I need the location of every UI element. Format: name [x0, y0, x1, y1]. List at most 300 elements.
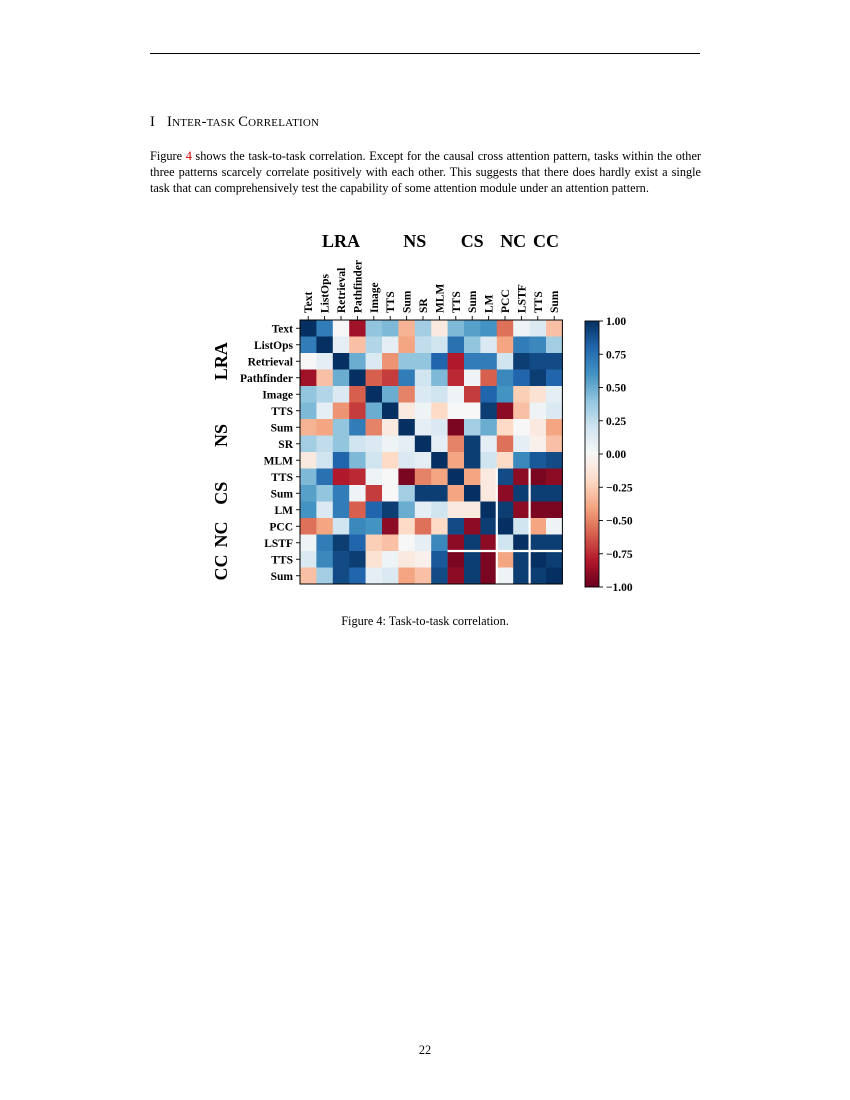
- heatmap-cell: [546, 452, 563, 469]
- heatmap-cell: [448, 518, 465, 535]
- heatmap-cell: [349, 502, 366, 519]
- heatmap-cell: [316, 320, 333, 337]
- section-title-part: C: [238, 114, 249, 130]
- heatmap-cell: [398, 320, 415, 337]
- heatmap-cell: [497, 337, 514, 354]
- heatmap-cell: [316, 337, 333, 354]
- heatmap-cell: [431, 337, 448, 354]
- heatmap-cell: [546, 353, 563, 370]
- heatmap-cell: [480, 337, 497, 354]
- heatmap-cell: [480, 403, 497, 420]
- column-label: Retrieval: [336, 267, 348, 313]
- heatmap-cell: [513, 535, 530, 552]
- heatmap-cell: [480, 551, 497, 568]
- colorbar-tick-label: 0.00: [606, 449, 627, 461]
- heatmap-cell: [349, 419, 366, 436]
- heatmap-cell: [316, 518, 333, 535]
- heatmap-cell: [415, 518, 432, 535]
- row-label: SR: [278, 438, 293, 451]
- heatmap-cell: [480, 370, 497, 387]
- heatmap-cell: [382, 551, 399, 568]
- heatmap-cell: [398, 535, 415, 552]
- group-label-top: LRA: [321, 231, 361, 251]
- figure-caption: Figure 4: Task-to-task correlation.: [341, 614, 509, 628]
- colorbar-tick-label: 0.75: [606, 349, 627, 362]
- heatmap-cell: [349, 436, 366, 453]
- row-label: Sum: [270, 488, 293, 501]
- heatmap-cell: [349, 452, 366, 469]
- heatmap-cell: [431, 386, 448, 403]
- heatmap-cell: [431, 452, 448, 469]
- heatmap-cell: [382, 485, 399, 502]
- heatmap-cell: [464, 337, 481, 354]
- heatmap-cell: [415, 386, 432, 403]
- heatmap-cell: [382, 535, 399, 552]
- heatmap-cell: [415, 419, 432, 436]
- column-label: Sum: [401, 290, 414, 313]
- row-label: Text: [271, 323, 293, 336]
- heatmap-cell: [316, 452, 333, 469]
- heatmap-cell: [530, 502, 547, 519]
- heatmap-cell: [513, 386, 530, 403]
- heatmap-cell: [448, 452, 465, 469]
- heatmap-cell: [349, 337, 366, 354]
- heatmap-cell: [300, 518, 317, 535]
- heatmap-cell: [382, 320, 399, 337]
- heatmap-cell: [415, 452, 432, 469]
- heatmap-cell: [448, 535, 465, 552]
- heatmap-cell: [431, 518, 448, 535]
- heatmap-cell: [366, 518, 383, 535]
- heatmap-cell: [398, 419, 415, 436]
- heatmap-cell: [366, 419, 383, 436]
- heatmap-cell: [366, 337, 383, 354]
- heatmap-cell: [431, 469, 448, 486]
- heatmap-cell: [349, 386, 366, 403]
- heatmap-cell: [398, 436, 415, 453]
- heatmap-cell: [398, 469, 415, 486]
- section-title-part: ORRELATION: [248, 117, 320, 129]
- heatmap-cell: [464, 419, 481, 436]
- heatmap-cell: [366, 320, 383, 337]
- heatmap-cell: [333, 502, 350, 519]
- heatmap-cell: [546, 403, 563, 420]
- heatmap-cell: [382, 419, 399, 436]
- row-label: Retrieval: [247, 356, 293, 369]
- heatmap-cell: [300, 551, 317, 568]
- heatmap-cell: [464, 535, 481, 552]
- heatmap-cell: [398, 386, 415, 403]
- heatmap-cell: [415, 551, 432, 568]
- heatmap-cell: [300, 370, 317, 387]
- heatmap-cell: [300, 568, 317, 585]
- heatmap-cell: [382, 436, 399, 453]
- heatmap-cell: [349, 469, 366, 486]
- column-label: TTS: [450, 291, 463, 313]
- column-label: LSTF: [516, 284, 529, 313]
- heatmap-cell: [398, 337, 415, 354]
- heatmap-cell: [415, 337, 432, 354]
- heatmap-cell: [448, 502, 465, 519]
- heatmap-cell: [497, 436, 514, 453]
- heatmap-cell: [366, 353, 383, 370]
- heatmap-cell: [448, 419, 465, 436]
- heatmap-cell: [398, 403, 415, 420]
- heatmap-cell: [530, 320, 547, 337]
- heatmap-cell: [480, 535, 497, 552]
- group-label-top: NC: [500, 231, 527, 251]
- heatmap-cell: [530, 436, 547, 453]
- heatmap-cell: [497, 320, 514, 337]
- row-label: TTS: [271, 471, 293, 484]
- heatmap-cell: [398, 551, 415, 568]
- heatmap-cell: [431, 320, 448, 337]
- heatmap-cell: [530, 551, 547, 568]
- group-label-side: CC: [211, 554, 231, 581]
- paragraph-text-rest: shows the task-to-task correlation. Except for the causal cross attention pattern, tasks within the other three patterns scarcely correlate positively with each other. This suggests that there does hardly exist a single task that can comprehensively test the capability of some attention module under an attention pattern.: [150, 149, 701, 196]
- heatmap-cell: [300, 419, 317, 436]
- heatmap-cell: [382, 469, 399, 486]
- column-label: SR: [418, 298, 430, 313]
- heatmap-cell: [497, 419, 514, 436]
- heatmap-cell: [497, 469, 514, 486]
- heatmap-cell: [382, 452, 399, 469]
- heatmap-cell: [480, 436, 497, 453]
- heatmap-cell: [316, 370, 333, 387]
- heatmap-cell: [300, 452, 317, 469]
- column-label: Sum: [467, 290, 480, 313]
- heatmap-cell: [366, 535, 383, 552]
- heatmap-cell: [431, 485, 448, 502]
- heatmap-cell: [431, 403, 448, 420]
- heatmap-cell: [513, 502, 530, 519]
- heatmap-cell: [300, 485, 317, 502]
- page-number: 22: [418, 1043, 432, 1057]
- heatmap-cell: [382, 518, 399, 535]
- heatmap-cell: [497, 403, 514, 420]
- heatmap-cell: [366, 403, 383, 420]
- heatmap-cell: [431, 502, 448, 519]
- group-label-top: CC: [533, 231, 559, 251]
- row-label: LM: [274, 504, 293, 517]
- heatmap-cell: [349, 551, 366, 568]
- heatmap-cell: [513, 485, 530, 502]
- heatmap-cell: [448, 469, 465, 486]
- heatmap-cell: [300, 353, 317, 370]
- heatmap-cell: [398, 485, 415, 502]
- heatmap-cell: [300, 502, 317, 519]
- heatmap-cell: [366, 469, 383, 486]
- heatmap-cell: [431, 535, 448, 552]
- column-label: Text: [303, 291, 316, 313]
- heatmap-cell: [480, 518, 497, 535]
- heatmap-cell: [431, 551, 448, 568]
- colorbar-tick-label: 1.00: [606, 316, 627, 328]
- heatmap-cell: [530, 518, 547, 535]
- heatmap-cell: [480, 386, 497, 403]
- colorbar-tick-label: 0.50: [606, 382, 627, 395]
- heatmap-cell: [546, 568, 563, 585]
- heatmap-cell: [546, 535, 563, 552]
- heatmap-cell: [349, 353, 366, 370]
- heatmap-cell: [497, 568, 514, 585]
- heatmap-cell: [464, 370, 481, 387]
- heatmap-cell: [530, 419, 547, 436]
- heatmap-cell: [448, 568, 465, 585]
- heatmap-cell: [464, 436, 481, 453]
- heatmap-cell: [349, 320, 366, 337]
- heatmap-cell: [316, 386, 333, 403]
- group-label-side: NC: [211, 521, 231, 548]
- heatmap-cell: [366, 551, 383, 568]
- heatmap-cell: [464, 469, 481, 486]
- heatmap-cell: [316, 419, 333, 436]
- heatmap-cell: [366, 568, 383, 585]
- heatmap-cell: [431, 436, 448, 453]
- heatmap-cell: [333, 370, 350, 387]
- heatmap-cell: [366, 502, 383, 519]
- heatmap-cell: [513, 436, 530, 453]
- heatmap-cell: [480, 353, 497, 370]
- heatmap-cell: [349, 485, 366, 502]
- row-label: Sum: [270, 570, 293, 583]
- heatmap-cell: [333, 320, 350, 337]
- heatmap-cell: [415, 469, 432, 486]
- heatmap-cell: [316, 551, 333, 568]
- heatmap-cell: [300, 535, 317, 552]
- heatmap-cell: [300, 469, 317, 486]
- heatmap-cell: [513, 452, 530, 469]
- heatmap-cell: [316, 403, 333, 420]
- heatmap-cell: [530, 370, 547, 387]
- heatmap-cell: [513, 353, 530, 370]
- heatmap-cell: [530, 485, 547, 502]
- row-label: Image: [262, 389, 293, 402]
- heatmap-cell: [316, 535, 333, 552]
- heatmap-cell: [398, 370, 415, 387]
- heatmap-cell: [431, 419, 448, 436]
- heatmap-cell: [497, 452, 514, 469]
- heatmap-cell: [464, 353, 481, 370]
- heatmap-cell: [333, 535, 350, 552]
- heatmap-cell: [464, 452, 481, 469]
- heatmap-cell: [546, 337, 563, 354]
- heatmap-cell: [497, 518, 514, 535]
- figure-reference-link[interactable]: 4: [185, 149, 192, 163]
- heatmap-cell: [513, 551, 530, 568]
- column-label: PCC: [500, 289, 512, 313]
- heatmap-cell: [366, 452, 383, 469]
- heatmap-cell: [366, 386, 383, 403]
- heatmap-cell: [300, 337, 317, 354]
- colorbar-tick-label: −0.25: [606, 482, 633, 495]
- colorbar-tick-label: 0.25: [606, 415, 627, 428]
- section-title-part: NTER: [172, 117, 202, 129]
- heatmap-cell: [464, 502, 481, 519]
- heatmap-cell: [415, 436, 432, 453]
- heatmap-cell: [530, 337, 547, 354]
- heatmap-cell: [398, 502, 415, 519]
- heatmap-cell: [349, 568, 366, 585]
- column-label: TTS: [532, 291, 545, 313]
- column-label: MLM: [434, 283, 447, 313]
- column-label: LM: [483, 294, 496, 313]
- heatmap-cell: [316, 502, 333, 519]
- colorbar: [585, 321, 599, 587]
- heatmap-cell: [513, 320, 530, 337]
- heatmap-cell: [448, 386, 465, 403]
- heatmap-cell: [546, 436, 563, 453]
- heatmap-cell: [480, 452, 497, 469]
- heatmap-cell: [448, 370, 465, 387]
- heatmap-cell: [497, 485, 514, 502]
- heatmap-cell: [366, 436, 383, 453]
- heatmap-cell: [349, 403, 366, 420]
- section-title-part: TASK: [206, 117, 239, 129]
- heatmap-cell: [333, 452, 350, 469]
- heatmap-cell: [398, 353, 415, 370]
- heatmap-cell: [530, 386, 547, 403]
- heatmap-cell: [316, 436, 333, 453]
- heatmap-cell: [333, 353, 350, 370]
- heatmap-cell: [513, 370, 530, 387]
- section-title-part: -: [201, 114, 207, 130]
- heatmap-cell: [398, 452, 415, 469]
- heatmap-cell: [513, 419, 530, 436]
- heatmap-cell: [382, 386, 399, 403]
- heatmap-cell: [333, 337, 350, 354]
- group-label-side: CS: [211, 481, 231, 505]
- row-label: MLM: [263, 455, 293, 468]
- column-label: Image: [368, 282, 381, 313]
- heatmap-cell: [415, 485, 432, 502]
- heatmap-cell: [415, 320, 432, 337]
- heatmap-cell: [448, 551, 465, 568]
- heatmap-cell: [382, 337, 399, 354]
- heatmap-cell: [300, 436, 317, 453]
- heatmap-cell: [382, 568, 399, 585]
- heatmap-cell: [333, 403, 350, 420]
- heatmap-cell: [382, 403, 399, 420]
- heatmap-cell: [513, 518, 530, 535]
- heatmap-cell: [415, 370, 432, 387]
- heatmap-cell: [480, 419, 497, 436]
- heatmap-cell: [464, 320, 481, 337]
- heatmap-cell: [300, 403, 317, 420]
- heatmap-cell: [464, 403, 481, 420]
- heatmap-cell: [415, 403, 432, 420]
- row-label: PCC: [269, 521, 293, 534]
- heatmap-cell: [497, 502, 514, 519]
- column-label: Pathfinder: [352, 259, 365, 313]
- row-label: TTS: [271, 405, 293, 418]
- group-label-top: CS: [460, 231, 484, 251]
- heatmap-cell: [513, 337, 530, 354]
- heatmap-cell: [530, 353, 547, 370]
- heatmap-cell: [333, 436, 350, 453]
- heatmap-cell: [530, 452, 547, 469]
- heatmap-cell: [415, 535, 432, 552]
- heatmap-cell: [546, 518, 563, 535]
- heatmap-cell: [316, 568, 333, 585]
- row-label: Pathfinder: [239, 372, 293, 385]
- group-label-top: NS: [403, 231, 427, 251]
- heatmap-cell: [398, 568, 415, 585]
- heatmap-cell: [448, 403, 465, 420]
- heatmap-cell: [497, 551, 514, 568]
- heatmap-cell: [464, 551, 481, 568]
- heatmap-cell: [300, 320, 317, 337]
- heatmap-cell: [530, 568, 547, 585]
- heatmap-cell: [300, 386, 317, 403]
- heatmap-cell: [398, 518, 415, 535]
- column-label: ListOps: [319, 274, 332, 313]
- heatmap-cell: [464, 568, 481, 585]
- heatmap-cell: [530, 469, 547, 486]
- heatmap-cell: [431, 568, 448, 585]
- heatmap-cell: [366, 485, 383, 502]
- heatmap-cell: [464, 485, 481, 502]
- heatmap-cell: [333, 551, 350, 568]
- heatmap-cell: [464, 386, 481, 403]
- column-label: Sum: [549, 290, 562, 313]
- heatmap-cell: [448, 436, 465, 453]
- column-label: TTS: [385, 291, 398, 313]
- heatmap-cell: [497, 386, 514, 403]
- section-number: I: [150, 114, 156, 130]
- heatmap-cell: [546, 370, 563, 387]
- heatmap-cell: [546, 551, 563, 568]
- row-label: LSTF: [264, 537, 293, 550]
- row-label: Sum: [270, 422, 293, 435]
- section-title-part: I: [167, 114, 173, 130]
- heatmap-cell: [480, 485, 497, 502]
- heatmap-cell: [513, 403, 530, 420]
- heatmap-cell: [546, 320, 563, 337]
- heatmap-cell: [448, 337, 465, 354]
- heatmap-cell: [513, 568, 530, 585]
- heatmap-cell: [415, 502, 432, 519]
- heatmap-cell: [530, 403, 547, 420]
- paragraph-text-start: Figure: [150, 149, 186, 163]
- row-label: ListOps: [254, 339, 293, 352]
- heatmap-cell: [448, 320, 465, 337]
- heatmap-cell: [431, 370, 448, 387]
- row-label: TTS: [271, 554, 293, 567]
- heatmap-cell: [333, 485, 350, 502]
- heatmap-cell: [382, 502, 399, 519]
- colorbar-tick-label: −0.75: [606, 548, 633, 561]
- heatmap-cell: [316, 469, 333, 486]
- heatmap-cell: [480, 469, 497, 486]
- heatmap-cell: [480, 502, 497, 519]
- colorbar-tick-label: −0.50: [606, 515, 633, 528]
- heatmap-cell: [366, 370, 383, 387]
- heatmap-cell: [546, 469, 563, 486]
- heatmap-cell: [480, 568, 497, 585]
- heatmap-cell: [546, 502, 563, 519]
- heatmap-cell: [497, 370, 514, 387]
- heatmap-cell: [316, 485, 333, 502]
- heatmap-cell: [333, 568, 350, 585]
- group-label-side: LRA: [211, 342, 231, 381]
- heatmap-cell: [464, 518, 481, 535]
- heatmap-cell: [415, 568, 432, 585]
- heatmap-cell: [546, 419, 563, 436]
- heatmap-cell: [546, 386, 563, 403]
- heatmap-cell: [415, 353, 432, 370]
- heatmap-cell: [349, 535, 366, 552]
